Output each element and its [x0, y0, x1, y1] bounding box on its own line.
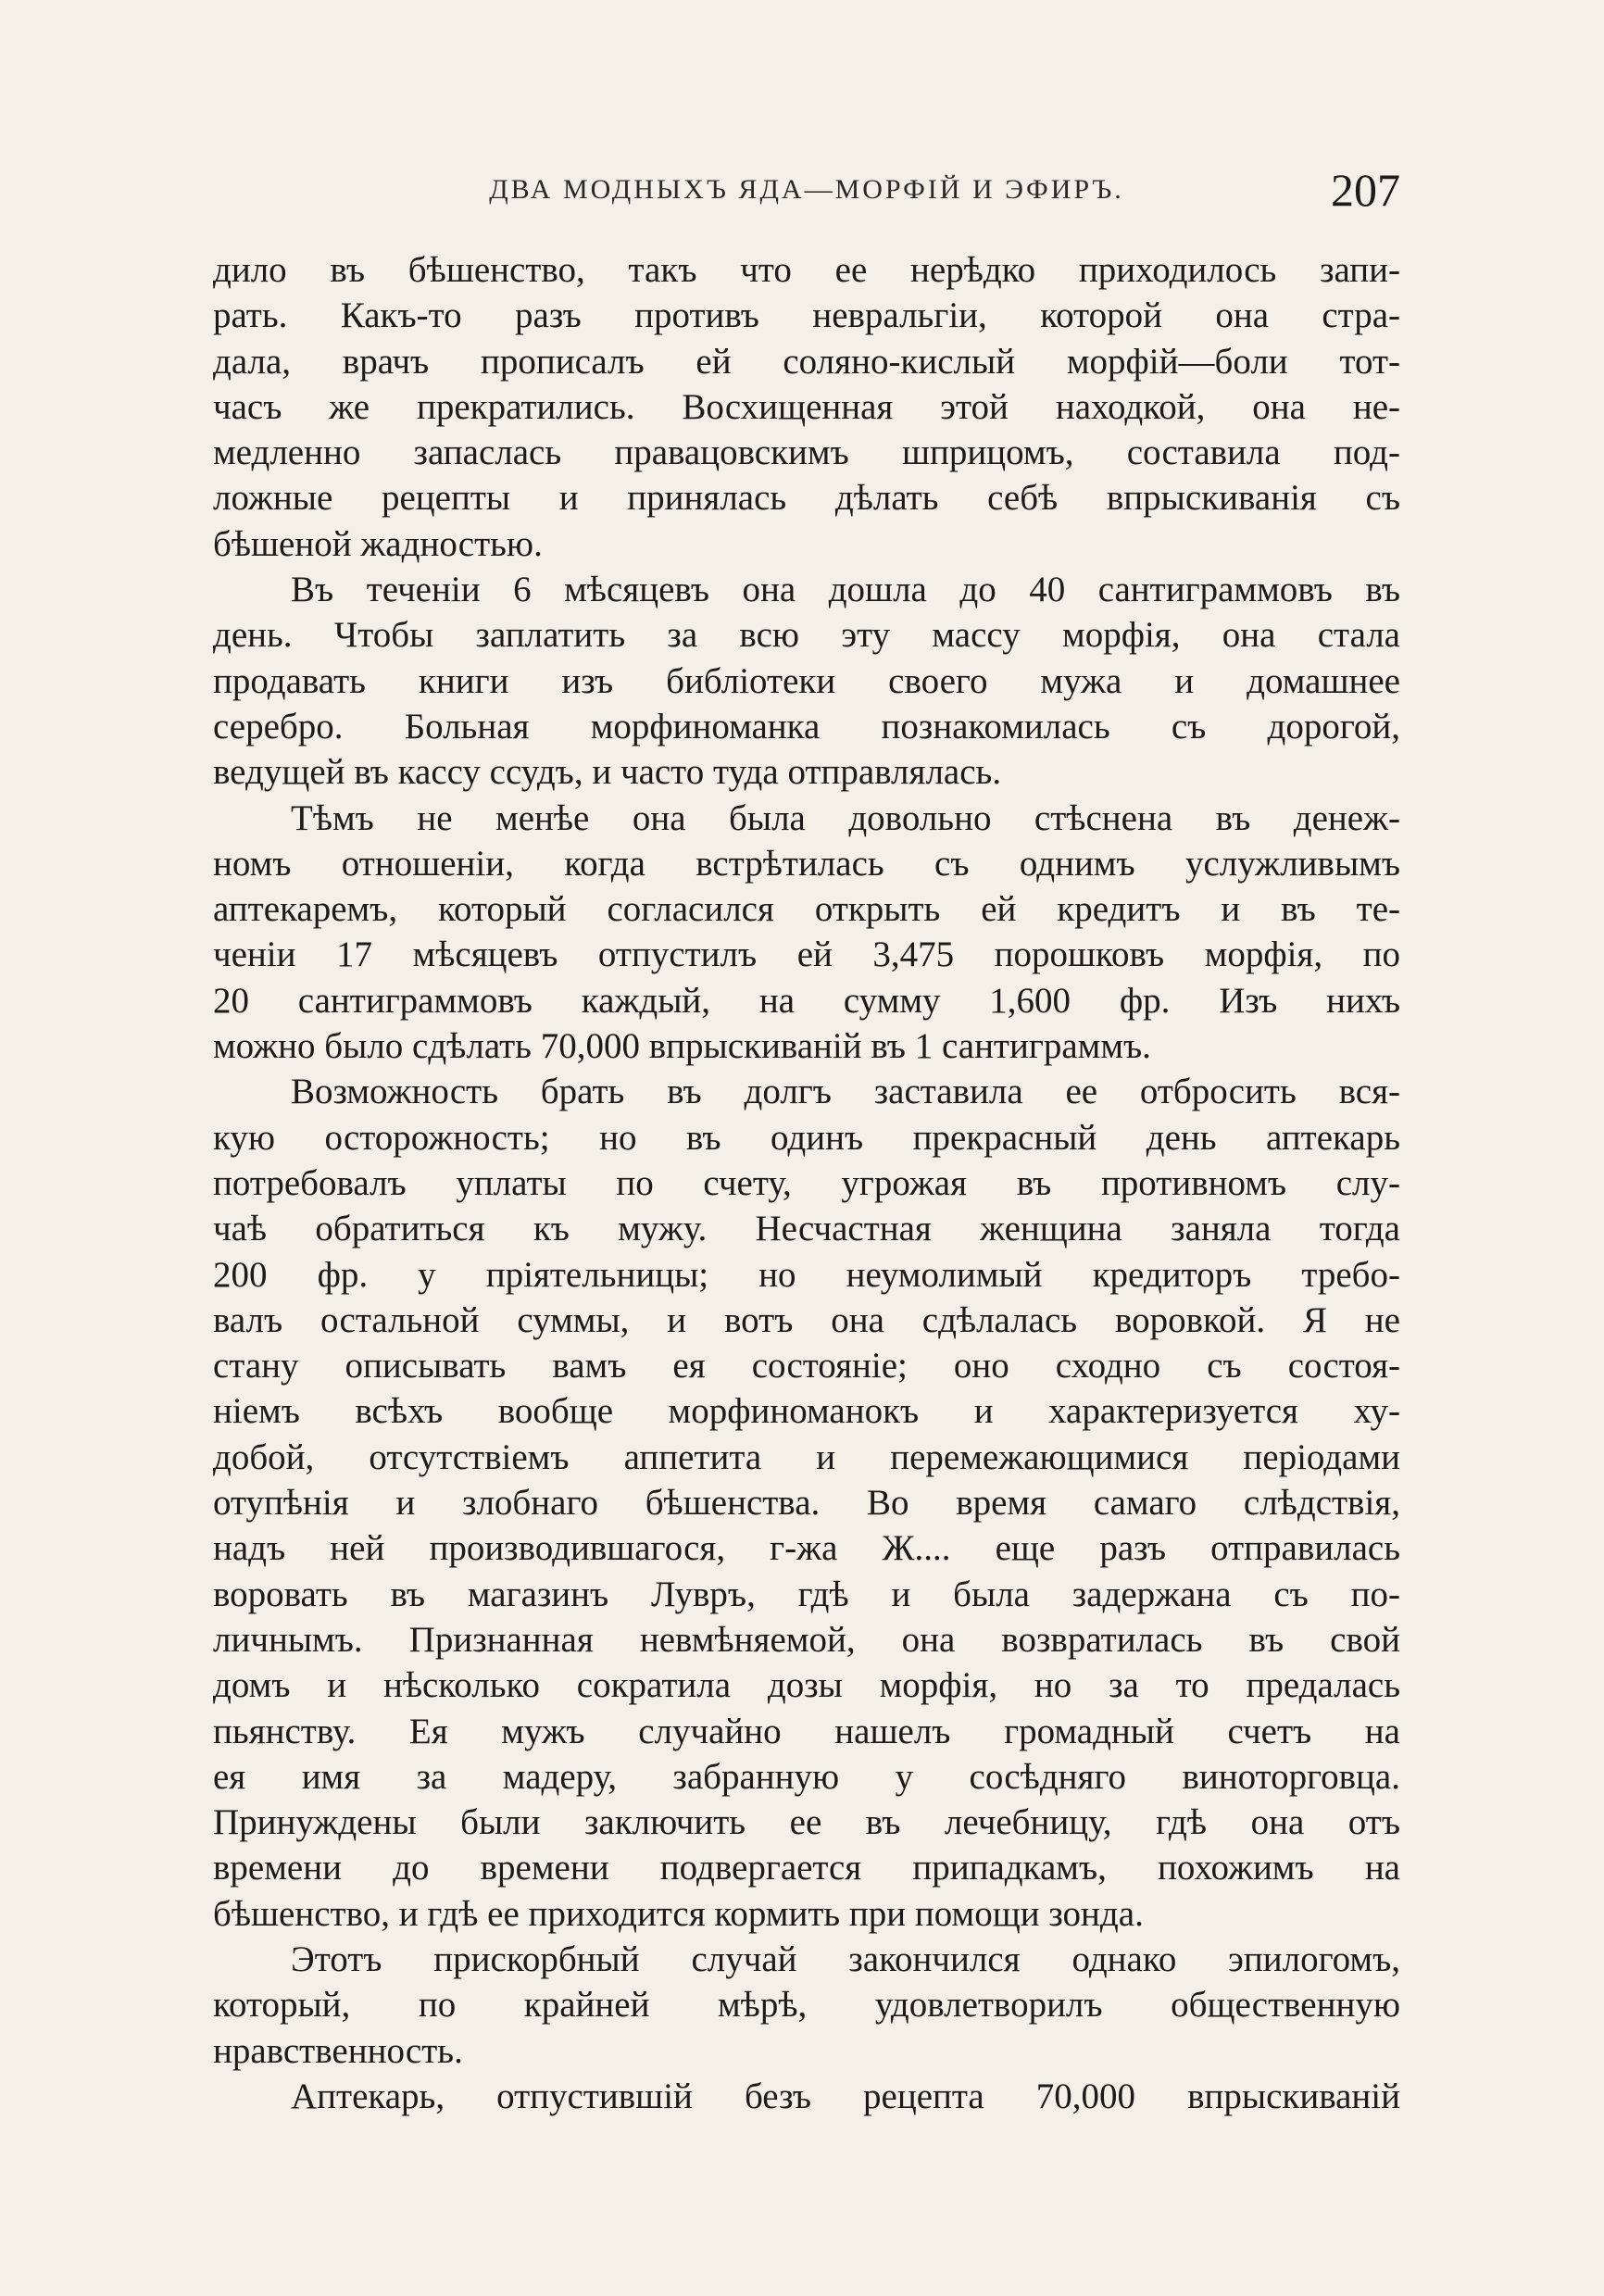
text-line: кую осторожность; но въ одинъ прекрасный день аптекарь — [213, 1117, 1400, 1158]
text-line: пьянству. Ея мужъ случайно нашелъ громадный счетъ на — [213, 1711, 1400, 1751]
text-line: домъ и нѣсколько сократила дозы морфія, но за то предалась — [213, 1665, 1400, 1706]
text-line: надъ ней производившагося, г-жа Ж.... еще разъ отправилась — [213, 1528, 1400, 1569]
text-line: ніемъ всѣхъ вообще морфиноманокъ и характеризуется ху- — [213, 1391, 1400, 1432]
running-head — [213, 164, 1400, 222]
text-line: 20 сантиграммовъ каждый, на сумму 1,600 фр. Изъ нихъ — [213, 980, 1400, 1021]
text-line: ченіи 17 мѣсяцевъ отпустилъ ей 3,475 порошковъ морфія, по — [213, 935, 1400, 975]
text-line: бѣшенство, и гдѣ ее приходится кормить при помощи зонда. — [213, 1893, 1144, 1934]
body-text — [213, 247, 1400, 2119]
text-line: бѣшеной жадностью. — [213, 523, 543, 564]
text-line: часъ же прекратились. Восхищенная этой находкой, она не- — [213, 386, 1400, 427]
text-line: Тѣмъ не менѣе она была довольно стѣснена въ денеж- — [291, 797, 1400, 838]
text-line: валъ остальной суммы, и вотъ она сдѣлалась воровкой. Я не — [213, 1299, 1400, 1340]
running-title: ДВА МОДНЫХЪ ЯДА—МОРФІЙ И ЭФИРЪ. — [489, 174, 1124, 205]
text-line: дило въ бѣшенство, такъ что ее нерѣдко приходилось запи- — [213, 250, 1400, 290]
text-line: Принуждены были заключить ее въ лечебницу, гдѣ она отъ — [213, 1802, 1400, 1843]
text-line: продавать книги изъ библіотеки своего мужа и домашнее — [213, 660, 1400, 701]
text-line: ея имя за мадеру, забранную у сосѣдняго виноторговца. — [213, 1756, 1400, 1797]
text-line: аптекаремъ, который согласился открыть ей кредитъ и въ те- — [213, 889, 1400, 930]
text-line: добой, отсутствіемъ аппетита и перемежающимися періодами — [213, 1437, 1400, 1477]
text-line: воровать въ магазинъ Лувръ, гдѣ и была задержана съ по- — [213, 1574, 1400, 1614]
text-line: отупѣнія и злобнаго бѣшенства. Во время самаго слѣдствія, — [213, 1483, 1400, 1524]
text-line: ложные рецепты и принялась дѣлать себѣ впрыскиванія съ — [213, 478, 1400, 519]
text-line: день. Чтобы заплатить за всю эту массу морфія, она стала — [213, 615, 1400, 656]
text-line: Возможность брать въ долгъ заставила ее отбросить вся- — [291, 1072, 1400, 1112]
text-line: дала, врачъ прописалъ ей соляно-кислый морфій—боли тот- — [213, 341, 1400, 382]
text-line: Этотъ прискорбный случай закончился однако эпилогомъ, — [291, 1938, 1400, 1979]
text-line: стану описывать вамъ ея состояніе; оно сходно съ состоя- — [213, 1346, 1400, 1386]
text-line: серебро. Больная морфиноманка познакомилась съ дорогой, — [213, 706, 1400, 747]
text-line: 200 фр. у пріятельницы; но неумолимый кредиторъ требо- — [213, 1254, 1400, 1295]
text-line: Въ теченіи 6 мѣсяцевъ она дошла до 40 сантиграммовъ въ — [291, 570, 1400, 610]
text-line: чаѣ обратиться къ мужу. Несчастная женщина заняла тогда — [213, 1209, 1400, 1249]
text-line: номъ отношеніи, когда встрѣтилась съ однимъ услужливымъ — [213, 843, 1400, 884]
text-line: медленно запаслась правацовскимъ шприцомъ, составила под- — [213, 433, 1400, 473]
text-line: нравственность. — [213, 2030, 463, 2071]
text-line: рать. Какъ-то разъ противъ невральгіи, которой она стра- — [213, 295, 1400, 336]
text-line: ведущей въ кассу ссудъ, и часто туда отправлялась. — [213, 752, 1002, 793]
text-line: времени до времени подвергается припадкамъ, похожимъ на — [213, 1848, 1400, 1888]
text-line: который, по крайней мѣрѣ, удовлетворилъ общественную — [213, 1985, 1400, 2026]
page-number: 207 — [1331, 164, 1400, 216]
text-line: можно было сдѣлать 70,000 впрыскиваній въ 1 сантиграммъ. — [213, 1026, 1151, 1067]
text-line: потребовалъ уплаты по счету, угрожая въ противномъ слу- — [213, 1162, 1400, 1203]
text-line: Аптекарь, отпустившій безъ рецепта 70,000 впрыскиваній — [291, 2076, 1400, 2116]
text-line: личнымъ. Признанная невмѣняемой, она возвратилась въ свой — [213, 1619, 1400, 1660]
